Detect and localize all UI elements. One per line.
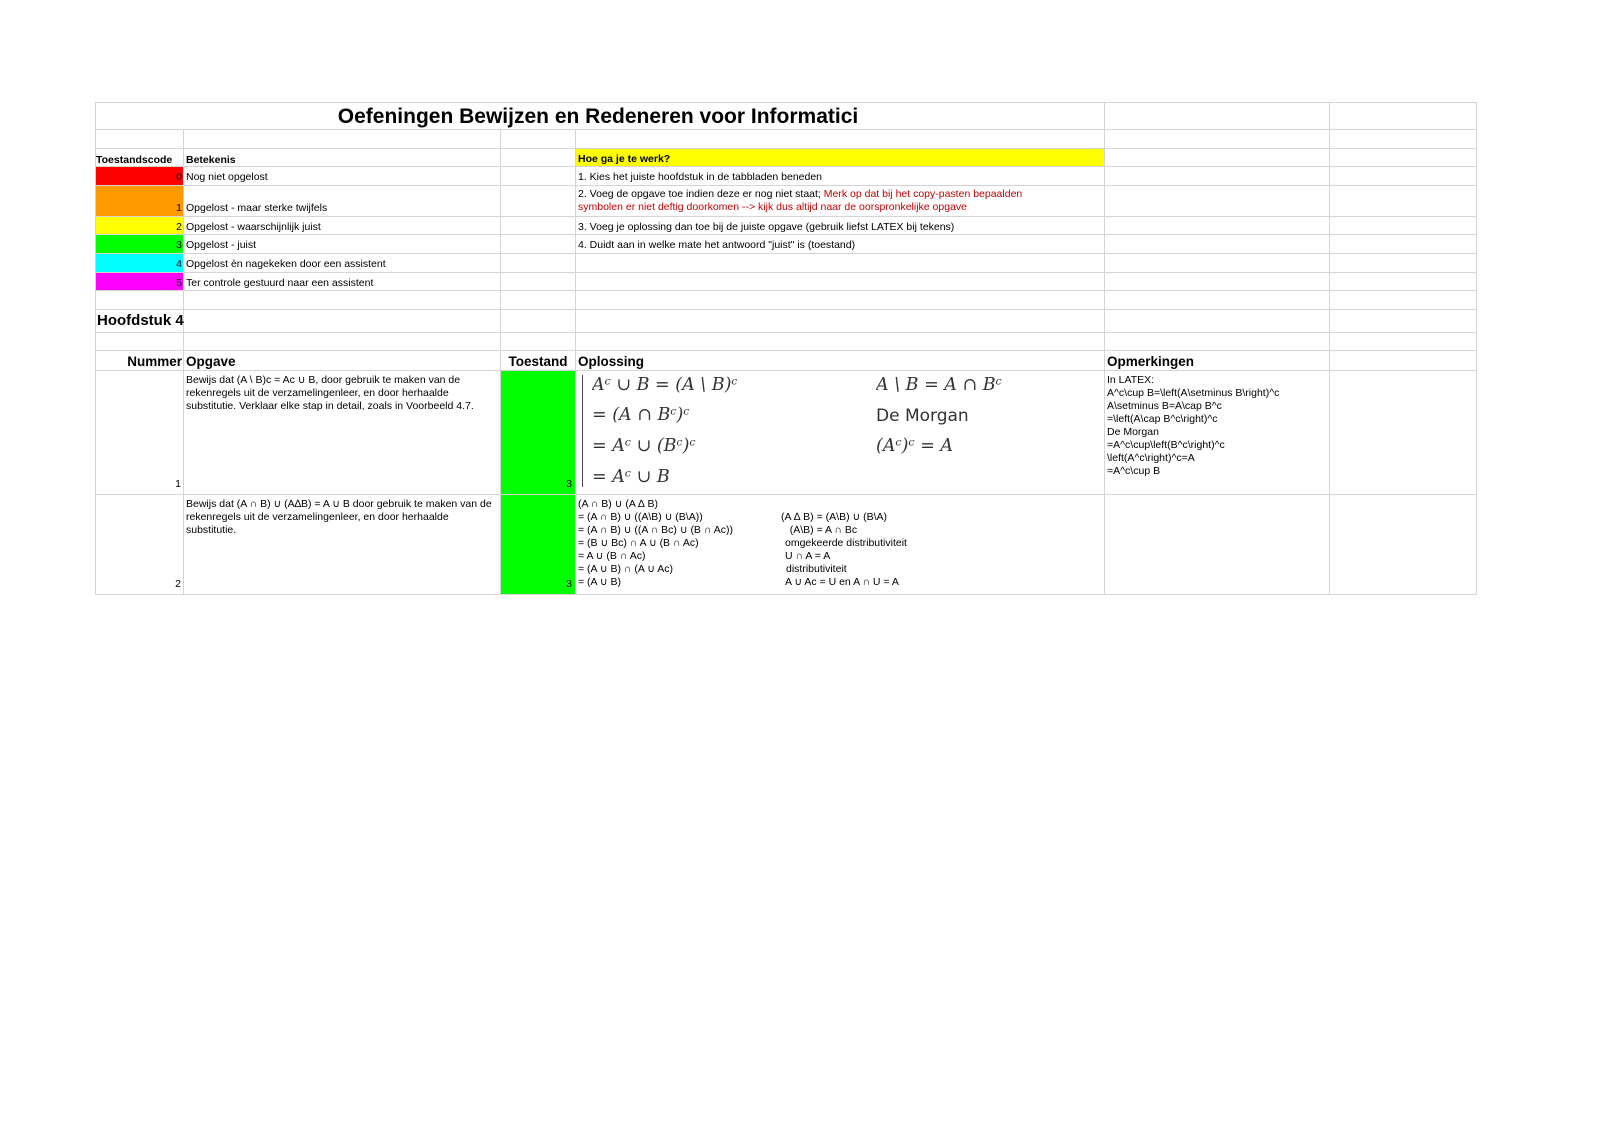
howto-header: Hoe ga je te werk? [576,149,1104,166]
legend-code-1: 1 [96,186,183,216]
solution-2-line-4: = (B ∪ Bc) ∩ A ∪ (B ∩ Ac) [578,537,699,549]
remark-1-line-1: In LATEX: [1107,374,1155,386]
legend-code-4: 4 [96,254,183,272]
solution-1-note-3: (Aᶜ)ᶜ = A [876,436,954,456]
exercise-2-opgave: Bewijs dat (A ∩ B) ∪ (A∆B) = A ∪ B door gebruik te maken van de rekenregels uit de verzamelingenleer, en door herhaalde substitutie. [186,498,492,536]
legend-code-3: 3 [96,235,183,253]
remark-1-line-4: =\left(A\cap B^c\right)^c [1107,413,1218,425]
howto-step-2-plain: 2. Voeg de opgave toe indien deze er nog niet staat; [578,188,824,200]
solution-2-line-5: = A ∪ (B ∩ Ac) [578,550,646,562]
legend-header-meaning: Betekenis [186,154,236,166]
remark-1-line-6: =A^c\cup\left(B^c\right)^c [1107,439,1225,451]
howto-step-4: 4. Duidt aan in welke mate het antwoord "juist" is (toestand) [578,239,856,251]
solution-1-line-2: = (A ∩ Bᶜ)ᶜ [592,405,690,425]
legend-meaning-4: Opgelost èn nagekeken door een assistent [186,258,386,270]
remark-1-line-8: =A^c\cup B [1107,465,1161,477]
column-header-opgave: Opgave [186,354,236,369]
solution-2-note-5: U ∩ A = A [785,550,831,562]
legend-meaning-2: Opgelost - waarschijnlijk juist [186,221,321,233]
solution-2-line-3: = (A ∩ B) ∪ ((A ∩ Bc) ∪ (B ∩ Ac)) [578,524,733,536]
solution-2-note-3: (A\B) = A ∩ Bc [781,524,858,536]
solution-1-note-2: De Morgan [876,406,969,426]
solution-2-note-4: omgekeerde distributiviteit [785,537,907,549]
exercise-2-toestand: 3 [501,495,575,594]
howto-step-2-warning-cont: symbolen er niet deftig doorkomen --> kijk dus altijd naar de oorspronkelijke opgave [578,201,968,213]
exercise-2-nummer: 2 [175,578,181,590]
legend-meaning-1: Opgelost - maar sterke twijfels [186,202,328,214]
remark-1-line-2: A^c\cup B=\left(A\setminus B\right)^c [1107,387,1280,399]
solution-2-note-7: A ∪ Ac = U en A ∩ U = A [785,576,899,588]
legend-meaning-5: Ter controle gestuurd naar een assistent [186,277,374,289]
column-header-opmerkingen: Opmerkingen [1107,354,1195,369]
solution-2-note-6: distributiviteit [786,563,847,575]
legend-code-5: 5 [96,273,183,290]
howto-step-2-warning: Merk op dat bij het copy-pasten bepaalden [823,188,1023,200]
legend-code-0: 0 [96,167,183,185]
chapter-title: Hoofdstuk 4 [97,312,184,329]
proof-bracket [582,375,583,487]
howto-step-2 [578,188,1103,201]
sheet-title: Oefeningen Bewijzen en Redeneren voor Informatici [337,105,859,128]
solution-1-line-4: = Aᶜ ∪ B [592,467,670,487]
exercise-1-nummer: 1 [175,478,181,490]
solution-1-line-3: = Aᶜ ∪ (Bᶜ)ᶜ [592,436,696,456]
column-header-oplossing: Oplossing [578,354,645,369]
exercise-1-oplossing [576,371,1104,494]
howto-step-1: 1. Kies het juiste hoofdstuk in de tabbladen beneden [578,171,823,183]
remark-1-line-5: De Morgan [1107,426,1159,438]
solution-2-line-1: (A ∩ B) ∪ (A ∆ B) [578,498,659,510]
legend-meaning-3: Opgelost - juist [186,239,257,251]
legend-meaning-0: Nog niet opgelost [186,171,268,183]
solution-2-line-6: = (A ∪ B) ∩ (A ∪ Ac) [578,563,673,575]
howto-step-3: 3. Voeg je oplossing dan toe bij de juiste opgave (gebruik liefst LATEX bij tekens) [578,221,955,233]
solution-2-line-2: = (A ∩ B) ∪ ((A\B) ∪ (B\A)) [578,511,703,523]
solution-2-line-7: = (A ∪ B) [578,576,621,588]
exercise-1-opgave: Bewijs dat (A \ B)c = Ac ∪ B, door gebruik te maken van de rekenregels uit de verzamelingenleer, en door herhaalde substitutie. Verklaar elke stap in detail, zoals in Voorbeeld 4.7. [186,374,474,412]
solution-2-note-2: (A ∆ B) = (A\B) ∪ (B\A) [781,511,887,523]
solution-1-line-1: Aᶜ ∪ B = (A \ B)ᶜ [592,375,738,395]
legend-code-2: 2 [96,217,183,234]
column-header-nummer: Nummer [127,354,182,369]
column-header-toestand: Toestand [508,354,568,369]
legend-header-code: Toestandscode [96,154,173,166]
solution-1-note-1: A \ B = A ∩ Bᶜ [876,375,1002,395]
remark-1-line-3: A\setminus B=A\cap B^c [1107,400,1222,412]
remark-1-line-7: \left(A^c\right)^c=A [1107,452,1195,464]
exercise-1-toestand: 3 [501,371,575,494]
